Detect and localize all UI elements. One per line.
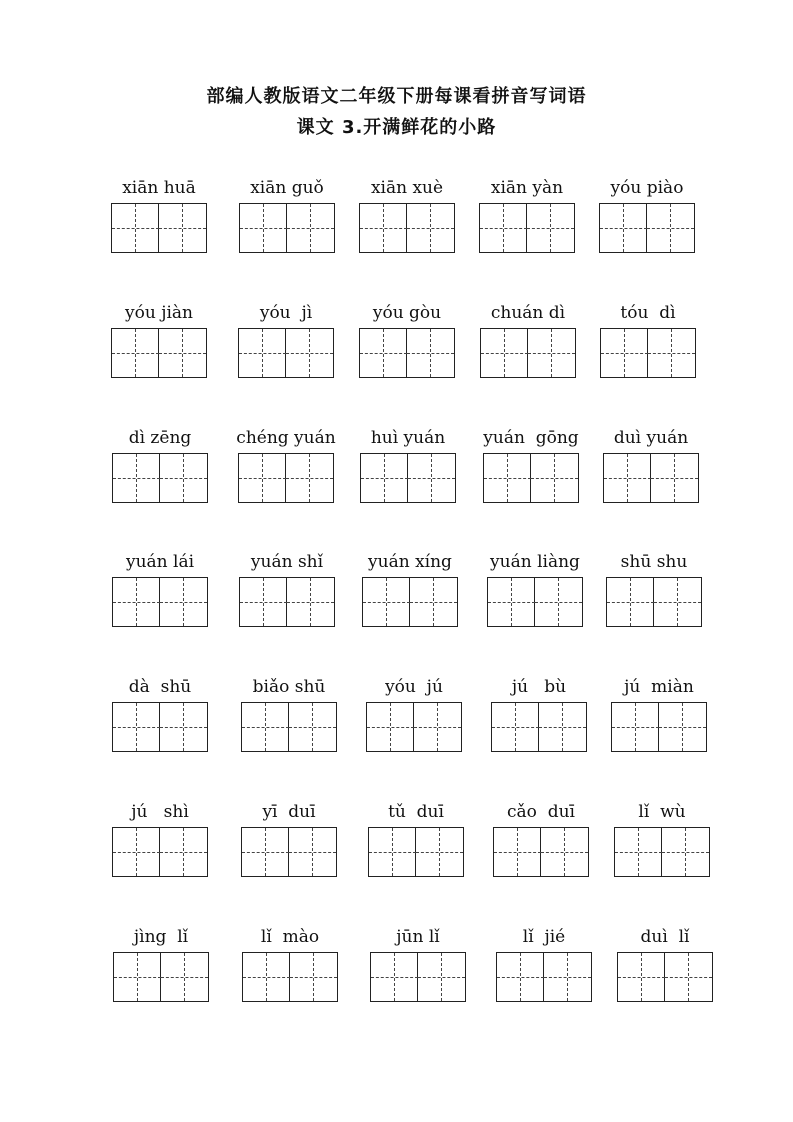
guide-line-horizontal <box>416 852 463 853</box>
word-exercise <box>611 677 721 777</box>
pinyin-label: xiān guǒ <box>250 178 324 198</box>
character-box[interactable] <box>531 454 578 502</box>
guide-line-horizontal <box>287 602 334 603</box>
guide-line-horizontal <box>286 478 333 479</box>
writing-grid[interactable] <box>242 952 338 1002</box>
character-box[interactable] <box>418 953 465 1001</box>
writing-grid[interactable] <box>112 453 208 503</box>
character-box[interactable] <box>497 953 544 1001</box>
character-box[interactable] <box>160 828 207 876</box>
guide-line-horizontal <box>286 353 333 354</box>
pinyin-label: yī duī <box>262 802 316 822</box>
guide-line-horizontal <box>665 977 712 978</box>
exercise-row <box>0 927 793 1047</box>
writing-grid[interactable] <box>493 827 589 877</box>
guide-line-horizontal <box>651 478 698 479</box>
pinyin-label: tóu dì <box>620 303 676 323</box>
guide-line-horizontal <box>360 228 407 229</box>
guide-line-horizontal <box>113 727 160 728</box>
guide-line-horizontal <box>360 353 407 354</box>
guide-line-horizontal <box>544 977 591 978</box>
pinyin-label: jú miàn <box>624 677 694 697</box>
guide-line-horizontal <box>112 228 159 229</box>
guide-line-horizontal <box>159 228 206 229</box>
guide-line-horizontal <box>600 228 647 229</box>
writing-grid[interactable] <box>112 702 208 752</box>
word-exercise <box>603 428 713 528</box>
writing-grid[interactable] <box>359 203 455 253</box>
pinyin-label: jú shì <box>131 802 189 822</box>
guide-line-horizontal <box>240 228 287 229</box>
character-box[interactable] <box>369 828 416 876</box>
guide-line-horizontal <box>112 353 159 354</box>
word-exercise <box>111 303 221 403</box>
guide-line-horizontal <box>484 478 531 479</box>
guide-line-horizontal <box>647 228 694 229</box>
character-box[interactable] <box>240 578 287 626</box>
word-exercise <box>479 178 589 278</box>
guide-line-horizontal <box>407 353 454 354</box>
exercise-row <box>0 178 793 298</box>
pinyin-label: xiān xuè <box>370 178 444 198</box>
character-box[interactable] <box>239 454 286 502</box>
writing-grid[interactable] <box>241 827 337 877</box>
character-box[interactable] <box>371 953 418 1001</box>
pinyin-label: jú bù <box>511 677 567 697</box>
guide-line-horizontal <box>290 977 337 978</box>
guide-line-horizontal <box>612 727 659 728</box>
pinyin-label: yuán gōng <box>483 428 579 448</box>
word-exercise <box>112 552 222 652</box>
guide-line-horizontal <box>408 478 455 479</box>
exercise-row <box>0 552 793 672</box>
word-exercise <box>600 303 710 403</box>
character-box[interactable] <box>659 703 706 751</box>
word-exercise <box>112 802 222 902</box>
character-box[interactable] <box>361 454 408 502</box>
writing-grid[interactable] <box>111 203 207 253</box>
character-box[interactable] <box>161 953 208 1001</box>
character-box[interactable] <box>662 828 709 876</box>
writing-grid[interactable] <box>368 827 464 877</box>
character-box[interactable] <box>541 828 588 876</box>
guide-line-horizontal <box>239 353 286 354</box>
writing-grid[interactable] <box>483 453 579 503</box>
writing-grid[interactable] <box>241 702 337 752</box>
word-exercise <box>496 927 606 1027</box>
character-box[interactable] <box>600 204 647 252</box>
pinyin-label: dà shū <box>128 677 192 697</box>
pinyin-label: jūn lǐ <box>396 927 440 947</box>
guide-line-horizontal <box>289 852 336 853</box>
pinyin-label: huì yuán <box>370 428 446 448</box>
character-box[interactable] <box>651 454 698 502</box>
character-box[interactable] <box>239 329 286 377</box>
character-box[interactable] <box>480 204 527 252</box>
guide-line-horizontal <box>654 602 701 603</box>
pinyin-label: chuán dì <box>490 303 566 323</box>
pinyin-label: yóu jiàn <box>125 303 193 323</box>
word-exercise <box>359 303 469 403</box>
guide-line-horizontal <box>410 602 457 603</box>
writing-grid[interactable] <box>600 328 696 378</box>
guide-line-horizontal <box>531 478 578 479</box>
character-box[interactable] <box>648 329 695 377</box>
character-box[interactable] <box>665 953 712 1001</box>
writing-grid[interactable] <box>360 453 456 503</box>
writing-grid[interactable] <box>238 453 334 503</box>
character-box[interactable] <box>286 329 333 377</box>
word-exercise <box>362 552 472 652</box>
guide-line-horizontal <box>535 602 582 603</box>
writing-grid[interactable] <box>362 577 458 627</box>
guide-line-horizontal <box>494 852 541 853</box>
character-box[interactable] <box>159 204 206 252</box>
writing-grid[interactable] <box>111 328 207 378</box>
pinyin-label: duì lǐ <box>640 927 690 947</box>
guide-line-horizontal <box>240 602 287 603</box>
character-box[interactable] <box>407 204 454 252</box>
character-box[interactable] <box>113 454 160 502</box>
writing-grid[interactable] <box>617 952 713 1002</box>
writing-grid[interactable] <box>112 827 208 877</box>
word-exercise <box>366 677 476 777</box>
guide-line-horizontal <box>361 478 408 479</box>
pinyin-label: shū shu <box>620 552 688 572</box>
guide-line-horizontal <box>160 602 207 603</box>
pinyin-label: biǎo shū <box>252 677 326 697</box>
word-exercise <box>370 927 480 1027</box>
writing-grid[interactable] <box>113 952 209 1002</box>
pinyin-label: xiān yàn <box>490 178 564 198</box>
character-box[interactable] <box>367 703 414 751</box>
character-box[interactable] <box>242 828 289 876</box>
pinyin-label: duì yuán <box>613 428 689 448</box>
word-exercise <box>113 927 223 1027</box>
pinyin-label: jìng lǐ <box>133 927 189 947</box>
character-box[interactable] <box>416 828 463 876</box>
writing-grid[interactable] <box>366 702 462 752</box>
guide-line-horizontal <box>363 602 410 603</box>
guide-line-horizontal <box>527 228 574 229</box>
character-box[interactable] <box>407 329 454 377</box>
guide-line-horizontal <box>369 852 416 853</box>
guide-line-horizontal <box>528 353 575 354</box>
guide-line-horizontal <box>481 353 528 354</box>
character-box[interactable] <box>160 454 207 502</box>
guide-line-horizontal <box>239 478 286 479</box>
writing-grid[interactable] <box>480 328 576 378</box>
writing-grid[interactable] <box>239 577 335 627</box>
guide-line-horizontal <box>367 727 414 728</box>
writing-grid[interactable] <box>614 827 710 877</box>
guide-line-horizontal <box>618 977 665 978</box>
guide-line-horizontal <box>161 977 208 978</box>
character-box[interactable] <box>535 578 582 626</box>
pinyin-label: yóu piào <box>610 178 684 198</box>
guide-line-horizontal <box>114 977 161 978</box>
character-box[interactable] <box>618 953 665 1001</box>
character-box[interactable] <box>289 703 336 751</box>
guide-line-horizontal <box>488 602 535 603</box>
character-box[interactable] <box>647 204 694 252</box>
word-exercise <box>487 552 597 652</box>
word-exercise <box>493 802 603 902</box>
pinyin-label: yuán lái <box>125 552 195 572</box>
character-box[interactable] <box>528 329 575 377</box>
exercise-row <box>0 428 793 548</box>
character-box[interactable] <box>290 953 337 1001</box>
character-box[interactable] <box>113 578 160 626</box>
writing-grid[interactable] <box>496 952 592 1002</box>
pinyin-label: tǔ duī <box>388 802 444 822</box>
character-box[interactable] <box>615 828 662 876</box>
guide-line-horizontal <box>160 852 207 853</box>
writing-grid[interactable] <box>603 453 699 503</box>
word-exercise <box>483 428 593 528</box>
character-box[interactable] <box>607 578 654 626</box>
character-box[interactable] <box>112 204 159 252</box>
character-box[interactable] <box>612 703 659 751</box>
word-exercise <box>239 552 349 652</box>
word-exercise <box>239 178 349 278</box>
character-box[interactable] <box>539 703 586 751</box>
guide-line-horizontal <box>662 852 709 853</box>
word-exercise <box>480 303 590 403</box>
guide-line-horizontal <box>113 852 160 853</box>
word-exercise <box>112 428 222 528</box>
character-box[interactable] <box>410 578 457 626</box>
character-box[interactable] <box>414 703 461 751</box>
character-box[interactable] <box>113 828 160 876</box>
word-exercise <box>599 178 709 278</box>
character-box[interactable] <box>289 828 336 876</box>
word-exercise <box>241 802 351 902</box>
page-title: 部编人教版语文二年级下册每课看拼音写词语 <box>206 86 587 107</box>
character-box[interactable] <box>160 703 207 751</box>
writing-grid[interactable] <box>238 328 334 378</box>
character-box[interactable] <box>243 953 290 1001</box>
word-exercise <box>368 802 478 902</box>
word-exercise <box>112 677 222 777</box>
character-box[interactable] <box>488 578 535 626</box>
writing-grid[interactable] <box>487 577 583 627</box>
word-exercise <box>359 178 469 278</box>
character-box[interactable] <box>286 454 333 502</box>
guide-line-horizontal <box>648 353 695 354</box>
pinyin-label: yóu jì <box>259 303 313 323</box>
guide-line-horizontal <box>113 478 160 479</box>
pinyin-label: cǎo duī <box>507 802 575 822</box>
character-box[interactable] <box>113 703 160 751</box>
guide-line-horizontal <box>607 602 654 603</box>
pinyin-label: xiān huā <box>122 178 196 198</box>
guide-line-horizontal <box>539 727 586 728</box>
character-box[interactable] <box>287 204 334 252</box>
exercise-row <box>0 802 793 922</box>
character-box[interactable] <box>242 703 289 751</box>
pinyin-label: yuán xíng <box>368 552 452 572</box>
writing-grid[interactable] <box>239 203 335 253</box>
guide-line-horizontal <box>659 727 706 728</box>
guide-line-horizontal <box>160 478 207 479</box>
character-box[interactable] <box>363 578 410 626</box>
word-exercise <box>238 303 348 403</box>
character-box[interactable] <box>240 204 287 252</box>
character-box[interactable] <box>481 329 528 377</box>
guide-line-horizontal <box>497 977 544 978</box>
pinyin-label: yuán liàng <box>490 552 580 572</box>
pinyin-label: yóu gòu <box>372 303 442 323</box>
guide-line-horizontal <box>541 852 588 853</box>
writing-grid[interactable] <box>370 952 466 1002</box>
word-exercise <box>491 677 601 777</box>
writing-grid[interactable] <box>599 203 695 253</box>
character-box[interactable] <box>159 329 206 377</box>
character-box[interactable] <box>527 204 574 252</box>
guide-line-horizontal <box>414 727 461 728</box>
writing-grid[interactable] <box>359 328 455 378</box>
pinyin-label: chéng yuán <box>236 428 336 448</box>
word-exercise <box>241 677 351 777</box>
character-box[interactable] <box>494 828 541 876</box>
guide-line-horizontal <box>287 228 334 229</box>
word-exercise <box>617 927 727 1027</box>
pinyin-label: yóu jú <box>385 677 443 697</box>
guide-line-horizontal <box>615 852 662 853</box>
guide-line-horizontal <box>242 852 289 853</box>
character-box[interactable] <box>654 578 701 626</box>
word-exercise <box>238 428 348 528</box>
writing-grid[interactable] <box>611 702 707 752</box>
exercise-row <box>0 303 793 423</box>
guide-line-horizontal <box>371 977 418 978</box>
lesson-subtitle: 课文 3.开满鲜花的小路 <box>296 117 497 138</box>
character-box[interactable] <box>484 454 531 502</box>
word-exercise <box>360 428 470 528</box>
guide-line-horizontal <box>492 727 539 728</box>
character-box[interactable] <box>287 578 334 626</box>
guide-line-horizontal <box>418 977 465 978</box>
guide-line-horizontal <box>604 478 651 479</box>
guide-line-horizontal <box>160 727 207 728</box>
guide-line-horizontal <box>113 602 160 603</box>
word-exercise <box>614 802 724 902</box>
character-box[interactable] <box>492 703 539 751</box>
character-box[interactable] <box>601 329 648 377</box>
character-box[interactable] <box>408 454 455 502</box>
word-exercise <box>606 552 716 652</box>
character-box[interactable] <box>112 329 159 377</box>
guide-line-horizontal <box>242 727 289 728</box>
character-box[interactable] <box>360 329 407 377</box>
character-box[interactable] <box>360 204 407 252</box>
exercise-row <box>0 677 793 797</box>
guide-line-horizontal <box>243 977 290 978</box>
pinyin-label: dì zēng <box>128 428 192 448</box>
writing-grid[interactable] <box>479 203 575 253</box>
guide-line-horizontal <box>159 353 206 354</box>
guide-line-horizontal <box>480 228 527 229</box>
pinyin-label: lǐ mào <box>260 927 320 947</box>
guide-line-horizontal <box>289 727 336 728</box>
pinyin-label: lǐ wù <box>638 802 686 822</box>
writing-grid[interactable] <box>491 702 587 752</box>
word-exercise <box>111 178 221 278</box>
character-box[interactable] <box>544 953 591 1001</box>
guide-line-horizontal <box>407 228 454 229</box>
guide-line-horizontal <box>601 353 648 354</box>
pinyin-label: yuán shǐ <box>250 552 324 572</box>
writing-grid[interactable] <box>112 577 208 627</box>
character-box[interactable] <box>114 953 161 1001</box>
character-box[interactable] <box>160 578 207 626</box>
character-box[interactable] <box>604 454 651 502</box>
word-exercise <box>242 927 352 1027</box>
pinyin-label: lǐ jié <box>522 927 566 947</box>
writing-grid[interactable] <box>606 577 702 627</box>
